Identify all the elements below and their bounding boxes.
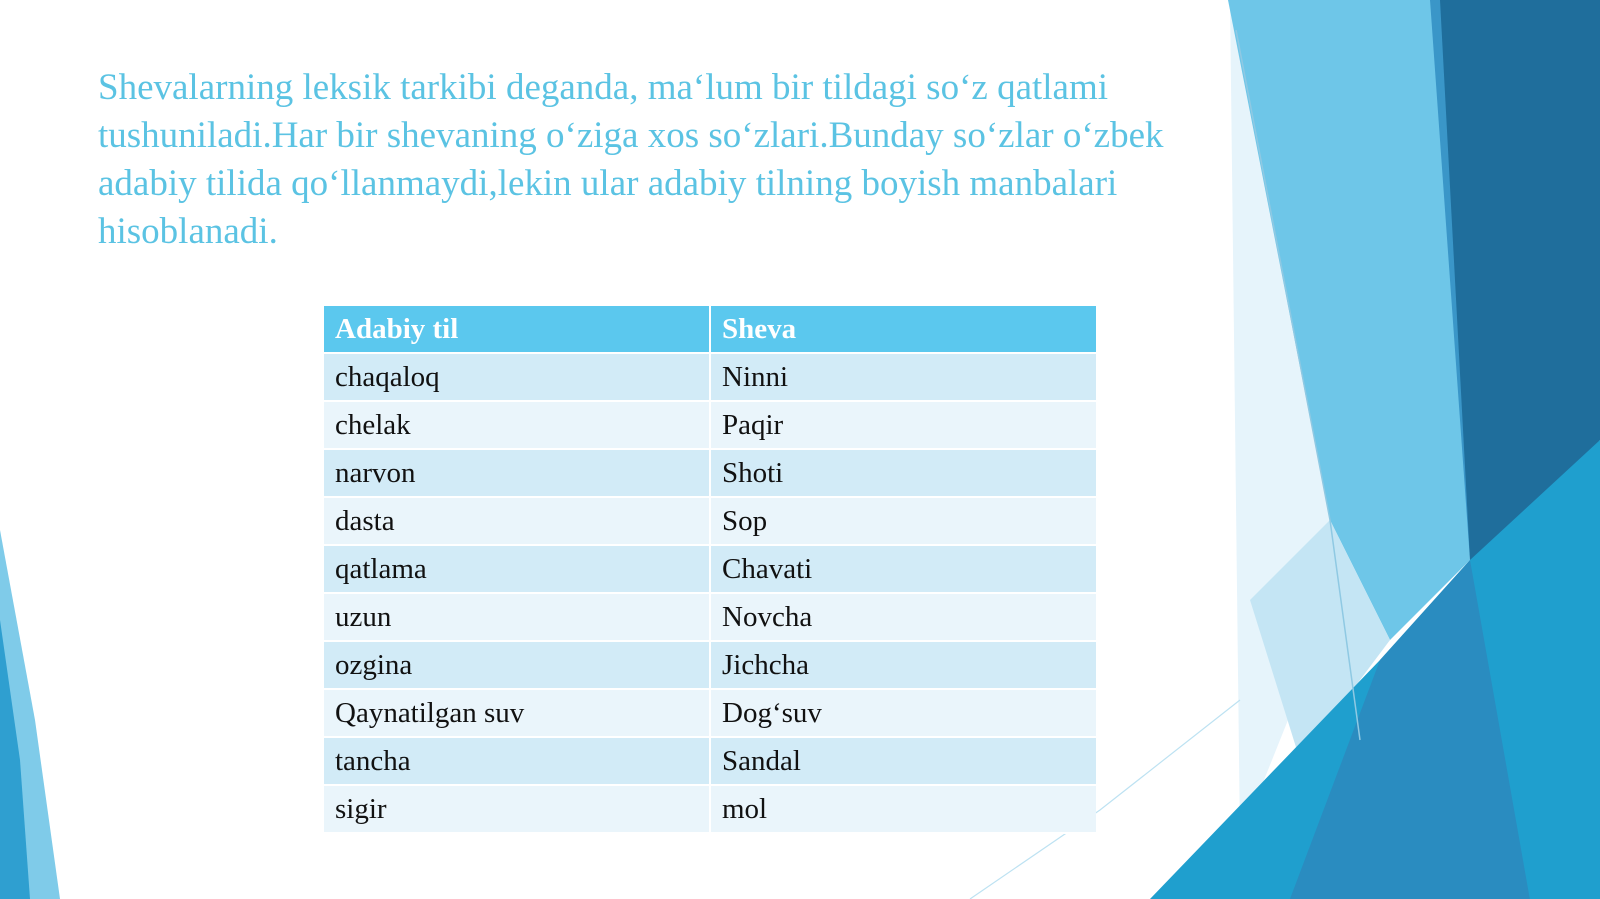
dialect-word: Sandal [709, 738, 1096, 786]
table-row [324, 690, 1096, 738]
table-row [324, 354, 1096, 402]
literary-word: chelak [324, 402, 709, 450]
table-row [324, 738, 1096, 786]
literary-word: uzun [324, 594, 709, 642]
table-row [324, 450, 1096, 498]
literary-word: Qaynatilgan suv [324, 690, 709, 738]
dialect-word: Dog‘suv [709, 690, 1096, 738]
table-row [324, 546, 1096, 594]
header-literary-language: Adabiy til [324, 306, 709, 354]
literary-word: dasta [324, 498, 709, 546]
dialect-word: Paqir [709, 402, 1096, 450]
vocabulary-table [324, 306, 1096, 834]
literary-word: qatlama [324, 546, 709, 594]
dialect-word: Shoti [709, 450, 1096, 498]
table-header-row [324, 306, 1096, 354]
intro-paragraph: Shevalarning leksik tarkibi deganda, ma‘lum bir tildagi so‘z qatlami tushuniladi.Har bir shevaning o‘ziga xos so‘zlari.Bunday so‘zlar o‘zbek adabiy tilida qo‘llanmaydi,lekin ular adabiy tilning boyish manbalari hisoblanadi. [98, 67, 1164, 252]
table-row [324, 402, 1096, 450]
table-row [324, 786, 1096, 834]
dialect-word: Sop [709, 498, 1096, 546]
literary-word: chaqaloq [324, 354, 709, 402]
table-row [324, 642, 1096, 690]
table-row [324, 594, 1096, 642]
literary-word: sigir [324, 786, 709, 834]
dialect-word: Jichcha [709, 642, 1096, 690]
header-dialect: Sheva [709, 306, 1096, 354]
dialect-word: Ninni [709, 354, 1096, 402]
literary-word: ozgina [324, 642, 709, 690]
dialect-word: Chavati [709, 546, 1096, 594]
literary-word: narvon [324, 450, 709, 498]
dialect-word: mol [709, 786, 1096, 834]
dialect-word: Novcha [709, 594, 1096, 642]
literary-word: tancha [324, 738, 709, 786]
table-row [324, 498, 1096, 546]
